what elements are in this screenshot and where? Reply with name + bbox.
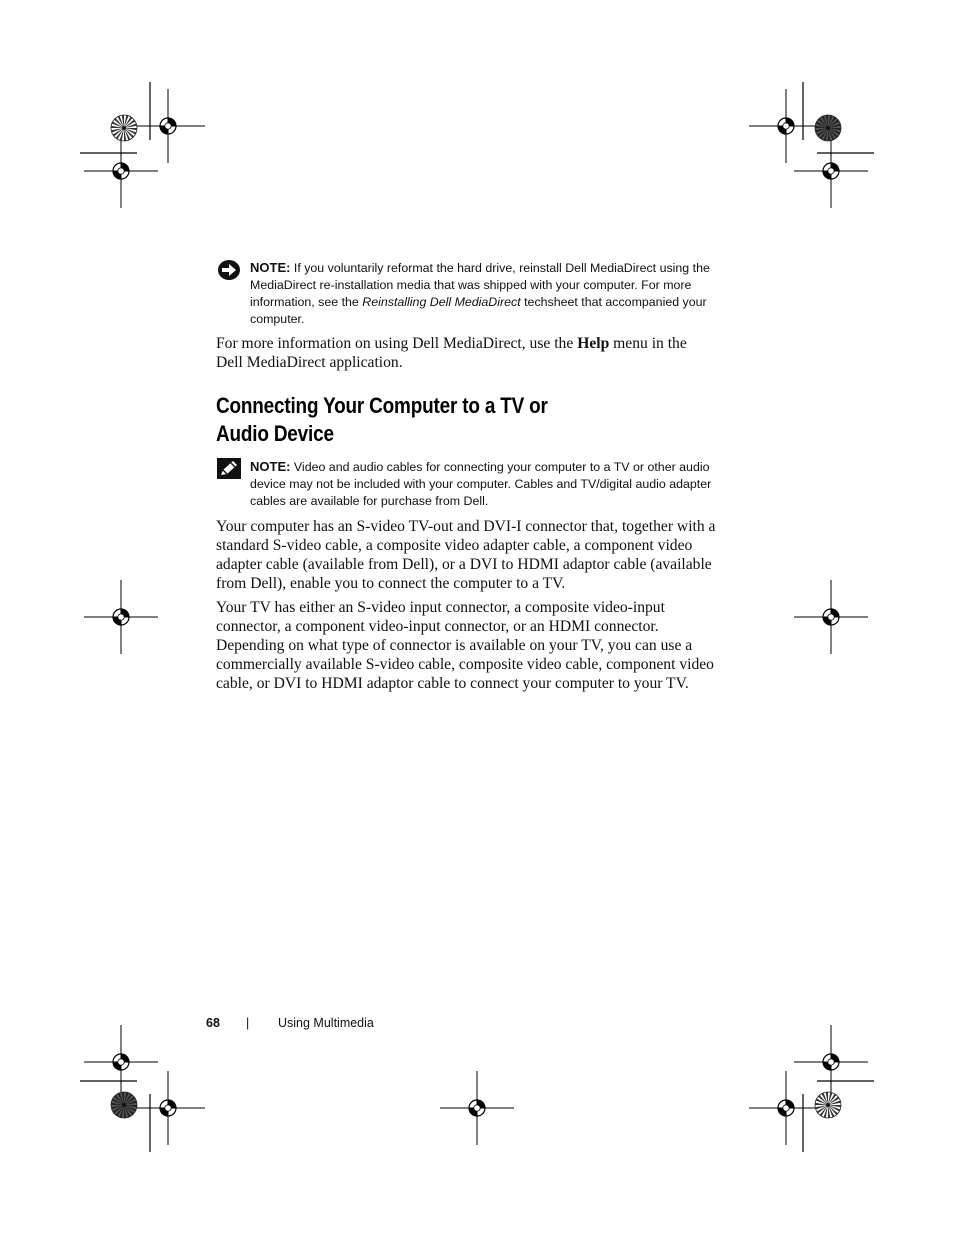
notice-arrow-icon <box>216 258 242 282</box>
registration-star-wheel-icon <box>111 1092 137 1118</box>
registration-target-icon <box>794 580 868 654</box>
note-reinstall-text <box>250 259 716 328</box>
pencil-note-icon <box>216 457 242 481</box>
footer-section-title: Using Multimedia <box>278 1016 374 1030</box>
heading-line-1: Connecting Your Computer to a TV or <box>216 393 548 418</box>
paragraph-tv-out: Your computer has an S-video TV-out and DVI-I connector that, together with a standard S-video cable, a composite video adapter cable, a component video adapter cable (available from Dell), or a DVI to HDMI adaptor cable (available from Dell), enable you to connect the computer to a TV. <box>216 518 716 592</box>
note-reinstall <box>216 259 716 328</box>
registration-target-icon <box>84 580 158 654</box>
registration-target-icon <box>131 89 205 163</box>
registration-star-wheel-icon <box>111 115 137 141</box>
note-label: NOTE: <box>250 459 291 474</box>
paragraph-help-menu <box>216 334 716 372</box>
registration-target-icon <box>794 134 868 208</box>
note-cables-text <box>250 458 716 510</box>
registration-target-icon <box>749 89 823 163</box>
note-text-part: techsheet that accompanied your computer. <box>250 295 707 326</box>
note-italic-reference: Reinstalling Dell MediaDirect <box>362 295 521 309</box>
note-label: NOTE: <box>250 260 291 275</box>
footer-separator: | <box>246 1016 250 1030</box>
section-heading <box>216 392 646 448</box>
registration-target-icon <box>794 1025 868 1099</box>
note-text-part: Video and audio cables for connecting your computer to a TV or other audio device may not be included with your computer. Cables and TV/digital audio adapter cables are available for purchase from Dell. <box>250 460 712 508</box>
registration-target-icon <box>749 1071 823 1145</box>
registration-star-wheel-icon <box>815 115 841 141</box>
registration-target-icon <box>84 1025 158 1099</box>
registration-target-icon <box>84 134 158 208</box>
note-cables <box>216 458 716 510</box>
help-menu-term: Help <box>577 335 610 352</box>
registration-target-icon <box>440 1071 514 1145</box>
registration-star-wheel-icon <box>815 1092 841 1118</box>
paragraph-text-part: menu in the Dell MediaDirect application. <box>216 335 687 371</box>
note-text-part: If you voluntarily reformat the hard drive, reinstall Dell MediaDirect using the MediaDirect re-installation media that was shipped with your computer. For more information, see the <box>250 261 710 309</box>
paragraph-tv-connectors: Your TV has either an S-video input connector, a composite video-input connector, a component video-input connector, or an HDMI connector. Depending on what type of connector is available on your TV, you can use a commercially available S-video cable, composite video cable, component video cable, or DVI to HDMI adaptor cable to connect your computer to your TV. <box>216 599 714 692</box>
heading-line-2: Audio Device <box>216 421 334 446</box>
paragraph-text-part: For more information on using Dell MediaDirect, use the <box>216 335 578 352</box>
registration-target-icon <box>131 1071 205 1145</box>
page-number: 68 <box>206 1016 220 1030</box>
